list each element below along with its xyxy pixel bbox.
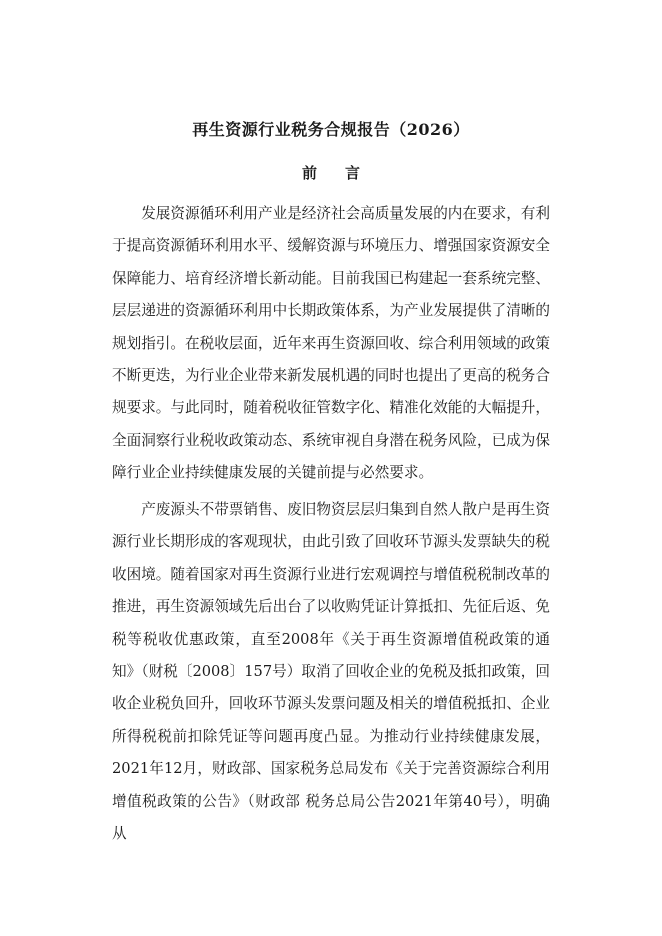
- body-paragraph: 产废源头不带票销售、废旧物资层层归集到自然人散户是再生资源行业长期形成的客观现状，由此引致了回收环节源头发票缺失的税收困境。随着国家对再生资源行业进行宏观调控与增值税税制改革的推进，再生资源领域先后出台了以收购凭证计算抵扣、先征后返、免税等税收优惠政策，直至2008年《关于再生资源增值税政策的通知》（财税〔2008〕157号）取消了回收企业的免税及抵扣政策，回收企业税负回升，回收环节源头发票问题及相关的增值税抵扣、企业所得税税前扣除凭证等问题再度凸显。为推动行业持续健康发展，2021年12月，财政部、国家税务总局发布《关于完善资源综合利用增值税政策的公告》（财政部 税务总局公告2021年第40号），明确从: [112, 501, 550, 843]
- body-paragraph: 发展资源循环利用产业是经济社会高质量发展的内在要求，有利于提高资源循环利用水平、缓解资源与环境压力、增强国家资源安全保障能力、培育经济增长新动能。目前我国已构建起一套系统完整、层层递进的资源循环利用中长期政策体系，为产业发展提供了清晰的规划指引。在税收层面，近年来再生资源回收、综合利用领域的政策不断更迭，为行业企业带来新发展机遇的同时也提出了更高的税务合规要求。与此同时，随着税收征管数字化、精准化效能的大幅提升，全面洞察行业税收政策动态、系统审视自身潜在税务风险，已成为保障行业企业持续健康发展的关键前提与必然要求。: [112, 205, 550, 482]
- section-heading: 前言: [301, 164, 388, 182]
- document-title: 再生资源行业税务合规报告（2026）: [192, 120, 470, 139]
